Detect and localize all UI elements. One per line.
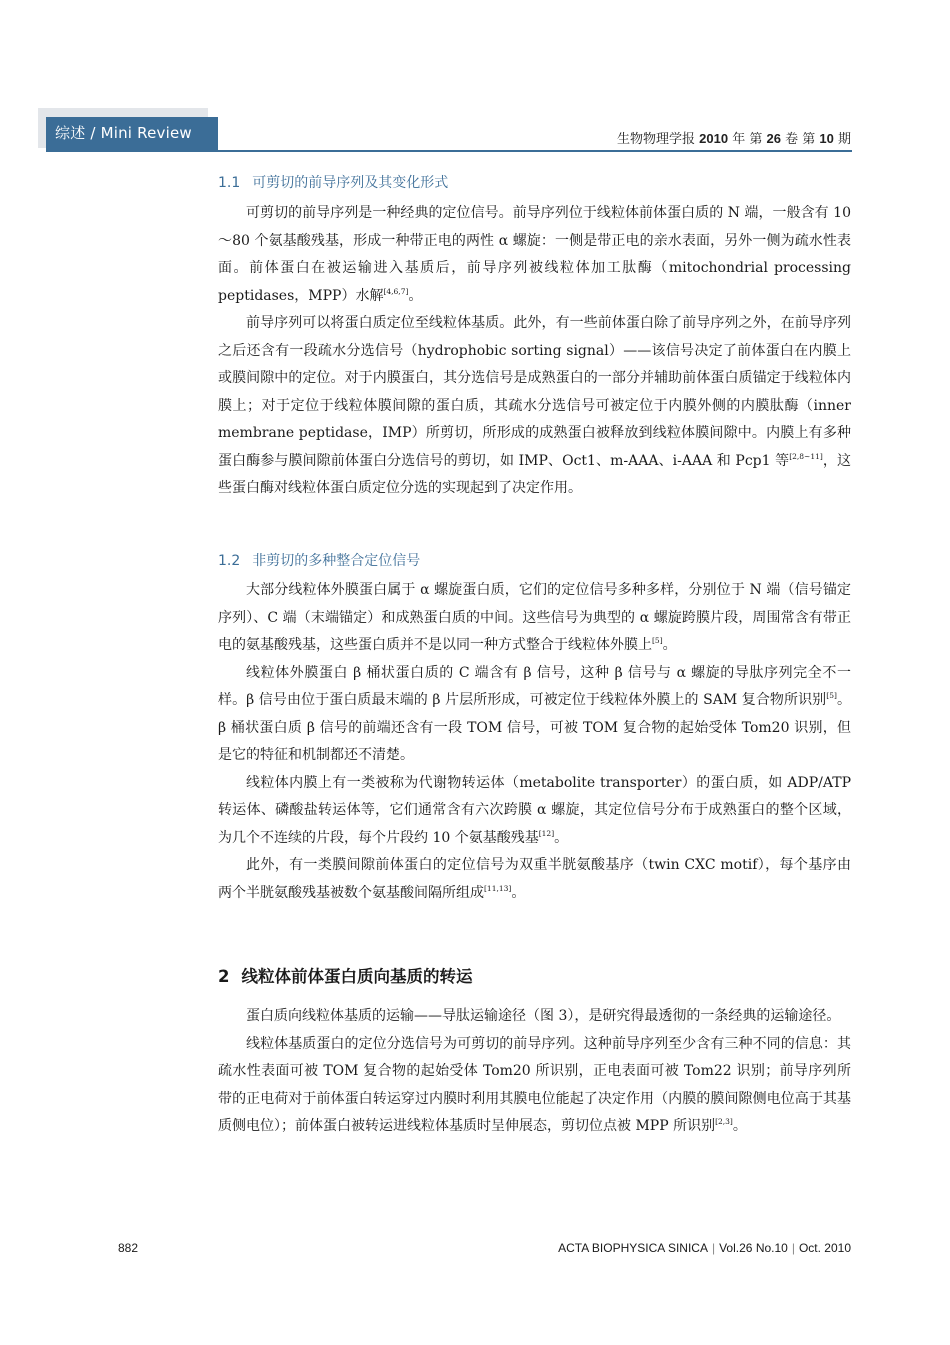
section-number: 1.1 [218,175,241,191]
paragraph-tail: 。β 桶状蛋白质 β 信号的前端还含有一段 TOM 信号，可被 TOM 复合物的起始受体 Tom20 识别，但是它的特征和机制都还不清楚。 [218,692,851,763]
paragraph-tail: 。 [732,1118,747,1134]
page-number: 882 [118,1241,139,1255]
paragraph-text: 大部分线粒体外膜蛋白属于 α 螺旋蛋白质，它们的定位信号多种多样，分别位于 N 端（信号锚定序列）、C 端（末端锚定）和成熟蛋白质的中间。这些信号为典型的 α 螺旋跨膜片段，周围常含有带正电的氨基酸残基，这些蛋白质并不是以同一种方式整合于线粒体外膜上 [218,582,851,653]
paragraph [218,1003,851,1031]
citation: [11,13] [484,883,512,893]
paragraph [218,852,851,907]
footer-issue: No.10 [755,1241,788,1255]
section-tag: 综述 / Mini Review [46,117,218,150]
header-rule [46,150,852,152]
journal-cn-name: 生物物理学报 [616,132,695,147]
paragraph [218,200,851,310]
paragraph-text: 线粒体外膜蛋白 β 桶状蛋白质的 C 端含有 β 信号，这种 β 信号与 α 螺旋的导肽序列完全不一样。β 信号由位于蛋白质最末端的 β 片层所形成，可被定位于线粒体外膜上的 SAM 复合物所识别 [218,664,851,708]
paragraph-text: 此外，有一类膜间隙前体蛋白的定位信号为双重半胱氨酸基序（twin CXC motif），每个基序由两个半胱氨酸残基被数个氨基酸间隔所组成 [218,857,851,901]
citation: [12] [538,828,555,838]
paragraph-text: 线粒体基质蛋白的定位分选信号为可剪切的前导序列。这种前导序列至少含有三种不同的信息：其疏水性表面可被 TOM 复合物的起始受体 Tom20 所识别，正电表面可被 Tom22 识别；前导序列所带的正电荷对于前体蛋白转运穿过内膜时利用其膜电位能起了决定作用（内膜的膜间隙侧电位高于其基质侧电位）；前体蛋白被转运进线粒体基质时呈伸展态，剪切位点被 MPP 所识别 [218,1035,851,1134]
citation: [5] [826,691,837,700]
header-volume: 26 [766,131,781,146]
section-1-1-heading [218,172,448,192]
header-year-label: 年 第 [732,132,763,147]
paragraph-text: 蛋白质向线粒体基质的运输——导肽运输途径（图 3），是研究得最透彻的一条经典的运输途径。 [246,1008,841,1024]
paragraph [218,577,851,660]
section-2-body [218,1003,851,1141]
header-year: 2010 [699,131,729,146]
citation: [5] [652,636,663,645]
paragraph [218,660,851,770]
header-issue: 10 [819,131,834,146]
paragraph-tail: 。 [662,637,677,653]
paragraph-text: 前导序列可以将蛋白质定位至线粒体基质。此外，有一些前体蛋白除了前导序列之外，在前导序列之后还含有一段疏水分选信号（hydrophobic sorting signal）——该信号决定了前体蛋白在内膜上或膜间隙中的定位。对于内膜蛋白，其分选信号是成熟蛋白的一部分并辅助前体蛋白质锚定于线粒体内膜上；对于定位于线粒体膜间隙的蛋白质，其疏水分选信号可被定位于内膜外侧的内膜肽酶（inner membrane peptidase，IMP）所剪切，所形成的成熟蛋白被释放到线粒体膜间隙中。内膜上有多种蛋白酶参与膜间隙前体蛋白分选信号的剪切，如 IMP、Oct1、m-AAA、i-AAA 和 Pcp1 等 [218,315,851,469]
citation: [2,8~11] [789,451,823,461]
paragraph-text: 可剪切的前导序列是一种经典的定位信号。前导序列位于线粒体前体蛋白质的 N 端，一般含有 10～80 个氨基酸残基，形成一种带正电的两性 α 螺旋：一侧是带正电的亲水表面，另外一侧为疏水性表面。前体蛋白在被运输进入基质后，前导序列被线粒体加工肽酶（mitochondrial processing peptidases，MPP）水解 [218,205,851,304]
section-title: 线粒体前体蛋白质向基质的转运 [241,967,473,986]
section-number: 1.2 [218,553,241,569]
section-number: 2 [218,967,230,986]
journal-footer [558,1241,851,1255]
citation: [4,6,7] [383,286,409,296]
header-volume-label: 卷 第 [785,132,816,147]
footer-volume: Vol.26 [719,1241,753,1255]
paragraph [218,310,851,503]
paragraph-text: 线粒体内膜上有一类被称为代谢物转运体（metabolite transporter）的蛋白质，如 ADP/ATP 转运体、磷酸盐转运体等，它们通常含有六次跨膜 α 螺旋，其定位信号分布于成熟蛋白的整个区域，为几个不连续的片段，每个片段约 10 个氨基酸残基 [218,774,851,846]
footer-separator: | [791,1241,795,1255]
section-1-2-heading [218,550,420,570]
journal-en-name: ACTA BIOPHYSICA SINICA [558,1241,708,1255]
header-issue-label: 期 [837,132,851,147]
section-title: 可剪切的前导序列及其变化形式 [252,175,449,191]
section-1-2-body [218,577,851,907]
footer-date: Oct. 2010 [798,1241,851,1255]
paragraph-tail: 。 [408,287,423,304]
citation: [2,3] [715,1117,733,1126]
section-2-heading [218,963,472,987]
footer-separator: | [711,1241,716,1255]
paragraph [218,1031,851,1141]
paragraph-tail: 。 [511,884,526,901]
paragraph-tail: ，这些蛋白酶对线粒体蛋白质定位分选的实现起到了决定作用。 [218,452,851,496]
paragraph [218,770,851,853]
paragraph-tail: 。 [554,829,569,846]
journal-header [617,128,851,147]
section-title: 非剪切的多种整合定位信号 [252,553,421,569]
section-1-1-body [218,200,851,503]
